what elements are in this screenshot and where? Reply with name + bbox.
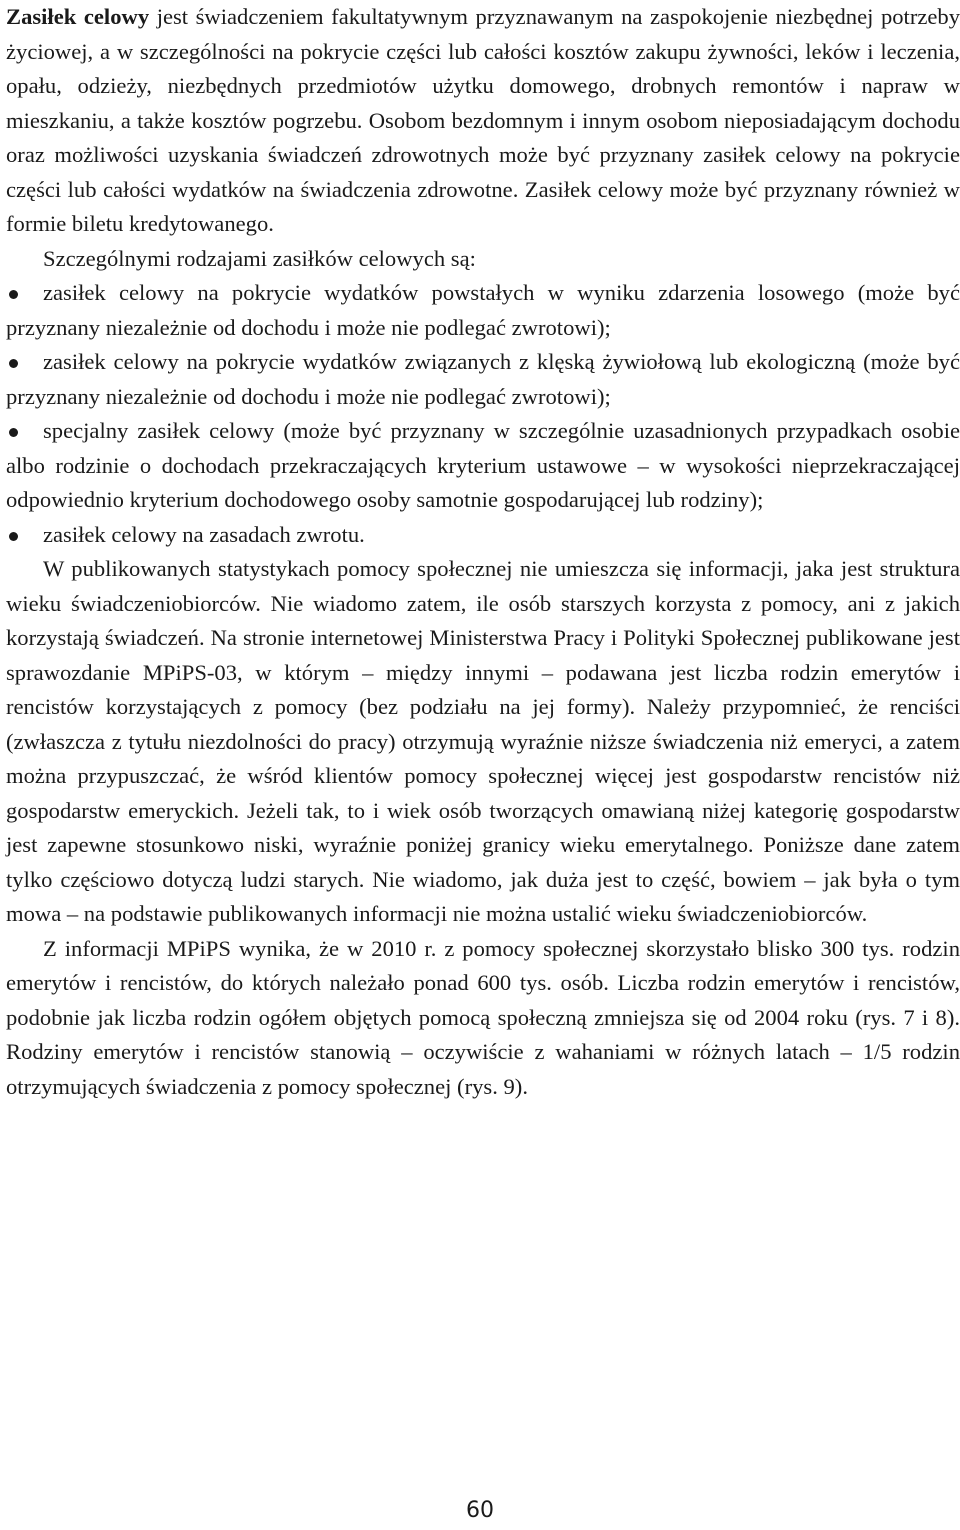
paragraph-mpips-data: Z informacji MPiPS wynika, że w 2010 r. z pomocy społecznej skorzystało blisko 300 tys. rodzin emerytów i rencistów, do których należało ponad 600 tys. osób. Liczba rodzin emerytów i rencistów, podobnie jak liczba rodzin ogółem objętych pomocą społeczną zmniejsza się od 2004 roku (rys. 7 i 8). Rodziny emerytów i rencistów stanowią – oczywiście z wahaniami w różnych latach – 1/5 rodzin otrzymujących świadczenia z pomocy społecznej (rys. 9).: [6, 935, 960, 1099]
bullet-list: [6, 276, 960, 552]
list-item-text: zasiłek celowy na pokrycie wydatków związanych z klęską żywiołową lub ekologiczną (może być przyznany niezależnie od dochodu i może nie podlegać zwrotowi);: [6, 349, 960, 409]
list-item: [6, 345, 960, 414]
list-item-text: zasiłek celowy na pokrycie wydatków powstałych w wyniku zdarzenia losowego (może być przyznany niezależnie od dochodu i może nie podlegać zwrotowi);: [6, 280, 960, 340]
list-item-text: specjalny zasiłek celowy (może być przyznany w szczególnie uzasadnionych przypadkach osobie albo rodzinie o dochodach przekraczających kryterium ustawowe – w wysokości nieprzekraczającej odpowiednio kryterium dochodowego osoby samotnie gospodarującej lub rodziny);: [6, 418, 960, 512]
paragraph-list-intro: Szczególnymi rodzajami zasiłków celowych są:: [43, 245, 476, 271]
paragraph-statistics: W publikowanych statystykach pomocy społecznej nie umieszcza się informacji, jaka jest struktura wieku świadczeniobiorców. Nie wiadomo zatem, ile osób starszych korzysta z pomocy, ani z jakich korzystają świadczeń. Na stronie internetowej Ministerstwa Pracy i Polityki Społecznej publikowane jest sprawozdanie MPiPS-03, w którym – między innymi – podawana jest liczba rodzin emerytów i rencistów korzystających z pomocy (bez podziału na jej formy). Należy przypomnieć, że renciści (zwłaszcza z tytułu niezdolności do pracy) otrzymują wyraźnie niższe świadczenia niż emeryci, a zatem można przypuszczać, że wśród klientów pomocy społecznej więcej jest gospodarstw rencistów niż gospodarstw emeryckich. Jeżeli tak, to i wiek osób tworzących omawianą niżej kategorię gospodarstw jest zapewne stosunkowo niski, wyraźnie poniżej granicy wieku emerytalnego. Poniższe dane zatem tylko częściowo dotyczą ludzi starych. Nie wiadomo, jak duża jest to część, bowiem – jak była o tym mowa – na podstawie publikowanych informacji nie można ustalić wieku świadczeniobiorców.: [6, 556, 960, 926]
term-zasilek-celowy: Zasiłek celowy: [6, 4, 150, 29]
bullet-icon: [9, 290, 18, 299]
page-number: 60: [466, 1498, 494, 1523]
list-item: [6, 518, 960, 553]
list-item: [6, 276, 960, 345]
bullet-icon: [9, 359, 18, 368]
list-item: [6, 414, 960, 518]
list-item-text: zasiłek celowy na zasadach zwrotu.: [43, 521, 365, 547]
bullet-icon: [9, 532, 18, 541]
paragraph-zasilek-celowy: [6, 0, 960, 242]
bullet-icon: [9, 428, 18, 437]
paragraph-text: jest świadczeniem fakultatywnym przyznawanym na zaspokojenie niezbędnej potrzeby życiowej, a w szczególności na pokrycie części lub całości kosztów zakupu żywności, leków i leczenia, opału, odzieży, niezbędnych przedmiotów użytku domowego, drobnych remontów i napraw w mieszkaniu, a także kosztów pogrzebu. Osobom bezdomnym i innym osobom nieposiadającym dochodu oraz możliwości uzyskania świadczeń zdrowotnych może być przyznany zasiłek celowy na pokrycie części lub całości wydatków na świadczenia zdrowotne. Zasiłek celowy może być przyznany również w formie biletu kredytowanego.: [6, 4, 960, 236]
document-body: [6, 0, 960, 1104]
